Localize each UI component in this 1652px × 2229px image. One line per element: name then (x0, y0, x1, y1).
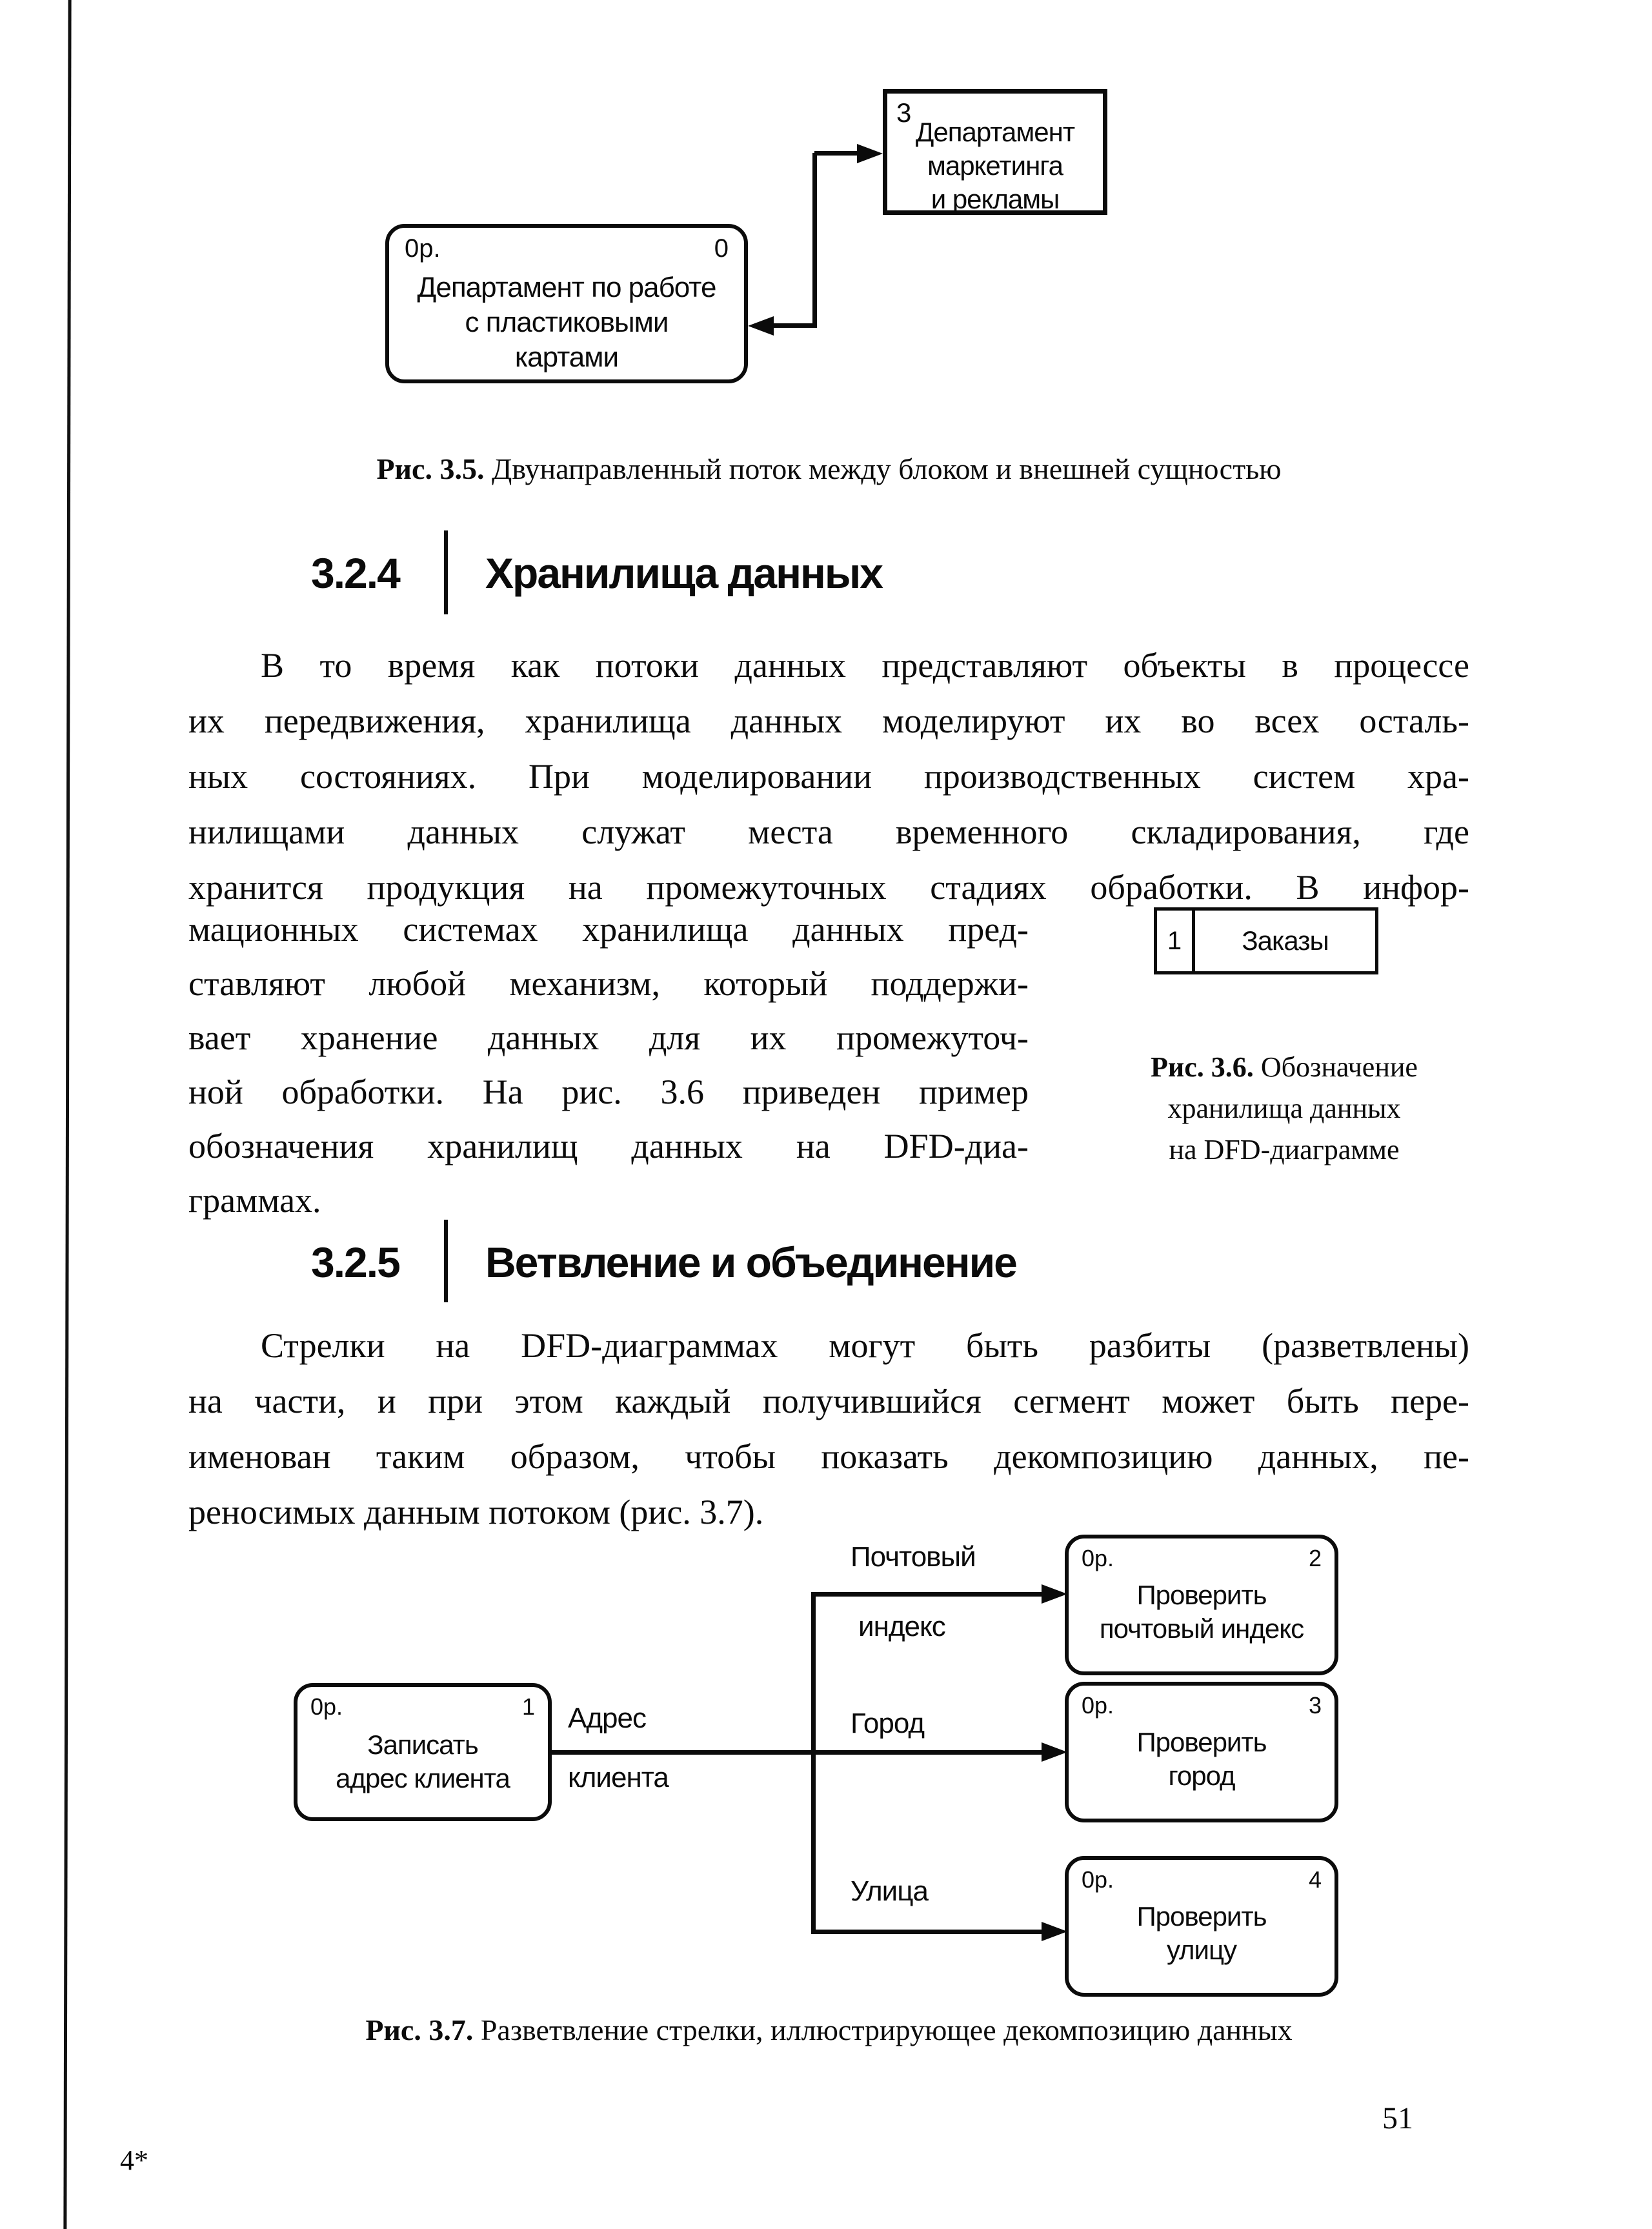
process-box-check-city (1065, 1682, 1338, 1822)
external-entity-marketing (883, 89, 1107, 215)
flow-label-address-bottom: клиента (568, 1762, 669, 1793)
process-label-line: Проверить (1136, 1727, 1267, 1757)
entity-label-line: и рекламы (931, 184, 1060, 214)
process-box-check-postal (1065, 1535, 1338, 1675)
process-node-ref: 0р. (405, 234, 441, 263)
page-number: 51 (1382, 2101, 1413, 2135)
caption-text: Обозначение (1253, 1051, 1418, 1083)
process-label-line: Записать (367, 1730, 478, 1760)
flow-label-postal-bottom: индекс (858, 1611, 945, 1642)
body-text-line: обозначения хранилищ данных на DFD-диа- (188, 1127, 1029, 1165)
section-divider-bar (444, 530, 448, 614)
body-text-line: мационных системах хранилища данных пред- (188, 910, 1029, 949)
process-label-line: с пластиковыми (465, 307, 669, 338)
flow-label-city: Город (851, 1708, 925, 1739)
flow-segment-branch (811, 1592, 816, 1934)
process-number: 4 (1308, 1866, 1322, 1893)
flow-segment-street (813, 1930, 1042, 1934)
paragraph-324-full (188, 638, 1469, 915)
entity-label-line: Департамент (915, 117, 1075, 147)
process-label-line: улицу (1166, 1935, 1237, 1965)
flow-segment-postal (813, 1592, 1042, 1597)
caption-line: хранилища данных (1167, 1093, 1401, 1124)
body-text-line: Стрелки на DFD-диаграммах могут быть разбиты (разветвлены) (261, 1326, 1469, 1365)
flow-arrowhead-left (748, 316, 774, 336)
data-store-number: 1 (1157, 911, 1195, 971)
signature-mark: 4* (120, 2144, 148, 2176)
body-text-line: ных состояниях. При моделировании производственных систем хра- (188, 757, 1469, 796)
body-text-line: реносимых данным потоком (рис. 3.7). (188, 1493, 764, 1531)
data-store-name: Заказы (1242, 925, 1329, 956)
entity-label-line: маркетинга (927, 150, 1063, 181)
flow-arrowhead-postal (1042, 1584, 1067, 1604)
section-number-325: 3.2.5 (311, 1238, 399, 1286)
body-text-line: хранится продукция на промежуточных стадиях обработки. В инфор- (188, 868, 1469, 907)
flow-arrowhead-right (857, 144, 883, 163)
process-box-cards-dept (385, 224, 748, 383)
process-label-line: Проверить (1136, 1901, 1267, 1931)
process-node-ref: 0р. (1082, 1692, 1114, 1719)
section-title-325: Ветвление и объединение (485, 1238, 1016, 1286)
body-text-line: В то время как потоки данных представляют объекты в процессе (261, 646, 1469, 685)
process-box-check-street (1065, 1856, 1338, 1997)
entity-number: 3 (896, 97, 912, 128)
flow-segment (812, 153, 817, 328)
figure-caption-3-7 (188, 2011, 1469, 2050)
figure-caption-3-6 (1049, 1047, 1520, 1171)
section-number-324: 3.2.4 (311, 549, 399, 597)
scan-binding-line (63, 0, 71, 2229)
flow-segment (772, 323, 817, 328)
process-label-line: Департамент по работе (417, 272, 716, 303)
flow-label-street: Улица (851, 1875, 928, 1907)
section-title-324: Хранилища данных (485, 549, 882, 597)
section-divider-bar (444, 1220, 448, 1302)
body-text-line: их передвижения, хранилища данных моделируют их во всех осталь- (188, 701, 1469, 740)
paragraph-325 (188, 1318, 1469, 1540)
caption-number: Рис. 3.7. (365, 2013, 474, 2046)
process-number: 0 (714, 234, 729, 263)
process-number: 2 (1308, 1545, 1322, 1571)
process-box-write-address (294, 1683, 552, 1821)
caption-number: Рис. 3.5. (376, 452, 485, 485)
process-label-line: город (1168, 1760, 1235, 1791)
body-text-line: ной обработки. На рис. 3.6 приведен пример (188, 1073, 1029, 1111)
data-store-symbol (1154, 907, 1378, 974)
body-text-line: на части, и при этом каждый получившийся сегмент может быть пере- (188, 1382, 1469, 1420)
process-label-line: картами (514, 341, 619, 373)
body-text-line: вает хранение данных для их промежуточ- (188, 1018, 1029, 1057)
paragraph-324-narrow (188, 902, 1029, 1227)
process-label-line: Проверить (1136, 1580, 1267, 1610)
flow-segment (814, 151, 860, 156)
caption-text: Разветвление стрелки, иллюстрирующее декомпозицию данных (473, 2013, 1293, 2046)
process-label-line: почтовый индекс (1099, 1613, 1304, 1644)
caption-line (1049, 1047, 1520, 1088)
process-number: 3 (1308, 1692, 1322, 1719)
process-number: 1 (521, 1693, 535, 1720)
process-node-ref: 0р. (1082, 1866, 1114, 1893)
body-text-line: именован таким образом, чтобы показать декомпозицию данных, пе- (188, 1437, 1469, 1476)
process-label-line: адрес клиента (336, 1763, 510, 1793)
process-node-ref: 0р. (310, 1693, 343, 1720)
body-text-line: граммах. (188, 1181, 321, 1220)
figure-caption-3-5 (188, 450, 1469, 489)
caption-number: Рис. 3.6. (1151, 1051, 1254, 1083)
flow-segment-main (552, 1750, 1042, 1755)
flow-label-address-top: Адрес (568, 1702, 646, 1734)
flow-arrowhead-city (1042, 1742, 1067, 1762)
body-text-line: нилищами данных служат места временного складирования, где (188, 812, 1469, 851)
caption-line: на DFD-диаграмме (1169, 1134, 1400, 1165)
body-text-line: ставляют любой механизм, который поддержи- (188, 964, 1029, 1003)
flow-arrowhead-street (1042, 1922, 1067, 1941)
flow-label-postal-top: Почтовый (851, 1541, 976, 1573)
caption-text: Двунаправленный поток между блоком и внешней сущностью (484, 452, 1282, 485)
process-node-ref: 0р. (1082, 1545, 1114, 1571)
